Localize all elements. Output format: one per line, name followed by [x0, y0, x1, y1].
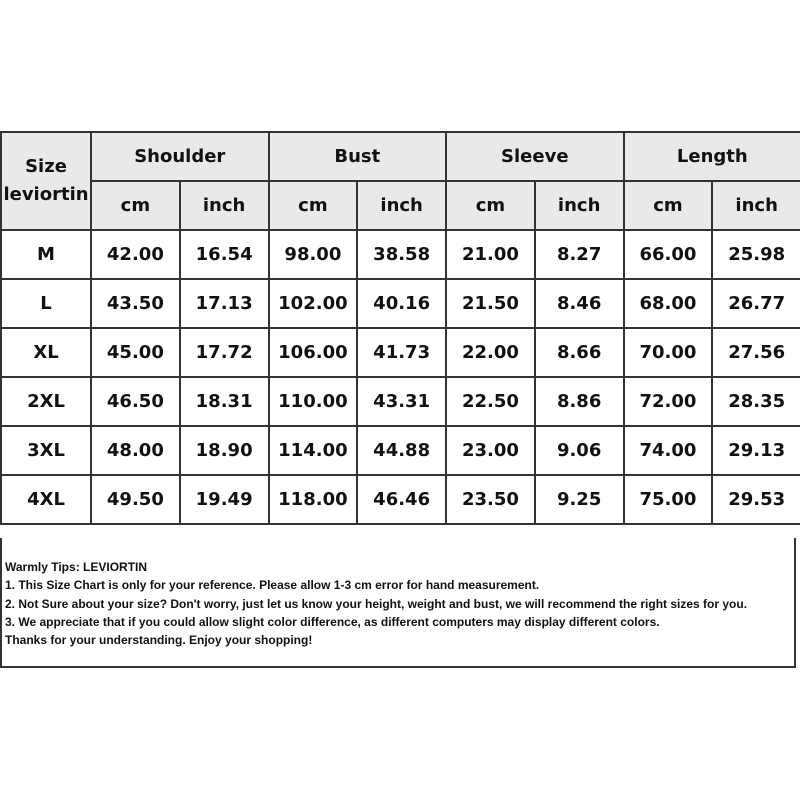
size-cell: 3XL — [1, 426, 91, 475]
value-cell: 43.50 — [91, 279, 180, 328]
unit-header: inch — [535, 181, 624, 230]
unit-header: cm — [446, 181, 535, 230]
value-cell: 9.25 — [535, 475, 624, 524]
value-cell: 29.53 — [712, 475, 800, 524]
group-header-sleeve: Sleeve — [446, 132, 624, 181]
group-header-shoulder: Shoulder — [91, 132, 269, 181]
size-cell: M — [1, 230, 91, 279]
size-cell: L — [1, 279, 91, 328]
size-cell: XL — [1, 328, 91, 377]
value-cell: 8.66 — [535, 328, 624, 377]
tip-1: 1. This Size Chart is only for your reference. Please allow 1-3 cm error for hand measurement. — [5, 578, 540, 593]
value-cell: 16.54 — [180, 230, 269, 279]
table-row — [1, 475, 800, 524]
value-cell: 70.00 — [624, 328, 713, 377]
value-cell: 98.00 — [269, 230, 358, 279]
unit-header: cm — [624, 181, 713, 230]
value-cell: 46.50 — [91, 377, 180, 426]
value-cell: 42.00 — [91, 230, 180, 279]
tips-title: Warmly Tips: LEVIORTIN — [5, 560, 148, 574]
value-cell: 66.00 — [624, 230, 713, 279]
value-cell: 118.00 — [269, 475, 358, 524]
tips-box — [0, 538, 796, 668]
value-cell: 17.13 — [180, 279, 269, 328]
value-cell: 75.00 — [624, 475, 713, 524]
value-cell: 114.00 — [269, 426, 358, 475]
value-cell: 9.06 — [535, 426, 624, 475]
value-cell: 27.56 — [712, 328, 800, 377]
value-cell: 21.00 — [446, 230, 535, 279]
group-header-bust: Bust — [269, 132, 447, 181]
unit-header: inch — [180, 181, 269, 230]
unit-header: cm — [91, 181, 180, 230]
value-cell: 28.35 — [712, 377, 800, 426]
brand-label: leviortin — [3, 184, 89, 205]
value-cell: 8.86 — [535, 377, 624, 426]
value-cell: 26.77 — [712, 279, 800, 328]
size-chart-table — [0, 131, 800, 525]
value-cell: 25.98 — [712, 230, 800, 279]
table-row — [1, 230, 800, 279]
value-cell: 49.50 — [91, 475, 180, 524]
size-label: Size — [25, 156, 67, 177]
unit-header: inch — [357, 181, 446, 230]
tip-3: 3. We appreciate that if you could allow slight color difference, as different computers may display different colors. — [5, 614, 660, 629]
size-cell: 2XL — [1, 377, 91, 426]
value-cell: 19.49 — [180, 475, 269, 524]
table-row — [1, 279, 800, 328]
value-cell: 43.31 — [357, 377, 446, 426]
value-cell: 41.73 — [357, 328, 446, 377]
value-cell: 23.50 — [446, 475, 535, 524]
unit-header: inch — [712, 181, 800, 230]
value-cell: 8.27 — [535, 230, 624, 279]
value-cell: 22.50 — [446, 377, 535, 426]
value-cell: 29.13 — [712, 426, 800, 475]
size-cell: 4XL — [1, 475, 91, 524]
value-cell: 18.90 — [180, 426, 269, 475]
value-cell: 22.00 — [446, 328, 535, 377]
tip-2: 2. Not Sure about your size? Don't worry, just let us know your height, weight and bust, we will recommend the right sizes for you. — [5, 596, 748, 611]
unit-header: cm — [269, 181, 358, 230]
header-row-groups — [1, 132, 800, 181]
value-cell: 18.31 — [180, 377, 269, 426]
table-row — [1, 377, 800, 426]
value-cell: 40.16 — [357, 279, 446, 328]
value-cell: 48.00 — [91, 426, 180, 475]
size-header — [1, 132, 91, 230]
value-cell: 45.00 — [91, 328, 180, 377]
value-cell: 102.00 — [269, 279, 358, 328]
table-row — [1, 328, 800, 377]
tips-thanks: Thanks for your understanding. Enjoy your shopping! — [5, 633, 313, 648]
value-cell: 21.50 — [446, 279, 535, 328]
value-cell: 110.00 — [269, 377, 358, 426]
value-cell: 106.00 — [269, 328, 358, 377]
value-cell: 17.72 — [180, 328, 269, 377]
value-cell: 68.00 — [624, 279, 713, 328]
value-cell: 44.88 — [357, 426, 446, 475]
header-row-units — [1, 181, 800, 230]
value-cell: 8.46 — [535, 279, 624, 328]
table-row — [1, 426, 800, 475]
value-cell: 38.58 — [357, 230, 446, 279]
value-cell: 46.46 — [357, 475, 446, 524]
value-cell: 23.00 — [446, 426, 535, 475]
value-cell: 72.00 — [624, 377, 713, 426]
value-cell: 74.00 — [624, 426, 713, 475]
group-header-length: Length — [624, 132, 800, 181]
